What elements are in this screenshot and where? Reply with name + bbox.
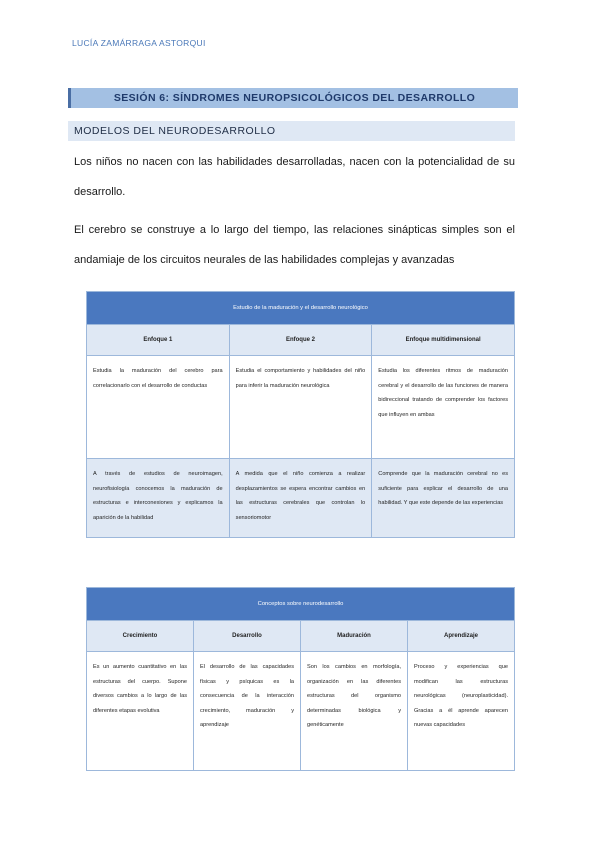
table-cell: Son los cambios en morfología, organización en las diferentes estructuras del organismo determinadas biológica y genéticamente bbox=[301, 652, 408, 771]
table-cell: El desarrollo de las capacidades físicas y psíquicas es la consecuencia de la interacción crecimiento, maduración y aprendizaje bbox=[194, 652, 301, 771]
column-header: Enfoque multidimensional bbox=[372, 325, 515, 356]
column-header: Crecimiento bbox=[87, 621, 194, 652]
column-header: Enfoque 2 bbox=[229, 325, 372, 356]
table-row bbox=[87, 652, 515, 771]
column-header: Desarrollo bbox=[194, 621, 301, 652]
table-cell: Comprende que la maduración cerebral no es suficiente para explicar el desarrollo de una habilidad. Y que este depende de las experiencias bbox=[372, 459, 515, 538]
paragraph-2: El cerebro se construye a lo largo del tiempo, las relaciones sinápticas simples son el andamiaje de los circuitos neurales de las habilidades complejas y avanzadas bbox=[74, 224, 515, 266]
table-title: Conceptos sobre neurodesarrollo bbox=[87, 588, 515, 621]
table-cell: Proceso y experiencias que modifican las estructuras neurológicas (neuroplasticidad). Gracias a él aprende aparecen nuevas capacidades bbox=[408, 652, 515, 771]
table-cell: A medida que el niño comienza a realizar desplazamientos se espera encontrar cambios en las estructuras cerebrales que controlan lo sensoriomotor bbox=[229, 459, 372, 538]
table-row bbox=[87, 459, 515, 538]
maturation-study-table bbox=[86, 291, 515, 538]
column-header: Maduración bbox=[301, 621, 408, 652]
section-title: MODELOS DEL NEURODESARROLLO bbox=[68, 121, 515, 141]
neurodevelopment-concepts-table bbox=[86, 587, 515, 771]
session-title: SESIÓN 6: SÍNDROMES NEUROPSICOLÓGICOS DEL DESARROLLO bbox=[68, 88, 518, 108]
table-cell: A través de estudios de neuroimagen, neurofisiología conocemos la maduración de estructuras e interconexiones y explicamos la aparición de la habilidad bbox=[87, 459, 230, 538]
column-header: Enfoque 1 bbox=[87, 325, 230, 356]
table-row bbox=[87, 356, 515, 459]
table-title: Estudio de la maduración y el desarrollo neurológico bbox=[87, 292, 515, 325]
paragraph-1: Los niños no nacen con las habilidades desarrolladas, nacen con la potencialidad de su desarrollo. bbox=[74, 156, 515, 198]
table-cell: Es un aumento cuantitativo en las estructuras del cuerpo. Supone diversos cambios a lo largo de las diferentes etapas evolutiva bbox=[87, 652, 194, 771]
author-name: LUCÍA ZAMÁRRAGA ASTORQUI bbox=[72, 38, 206, 48]
column-header: Aprendizaje bbox=[408, 621, 515, 652]
table-cell: Estudia la maduración del cerebro para correlacionarlo con el desarrollo de conductas bbox=[87, 356, 230, 459]
table-cell: Estudia el comportamiento y habilidades del niño para inferir la maduración neurológica bbox=[229, 356, 372, 459]
table-cell: Estudia los diferentes ritmos de maduración cerebral y el desarrollo de las funciones de manera bidireccional tratando de comprender los factores que influyen en ambas bbox=[372, 356, 515, 459]
